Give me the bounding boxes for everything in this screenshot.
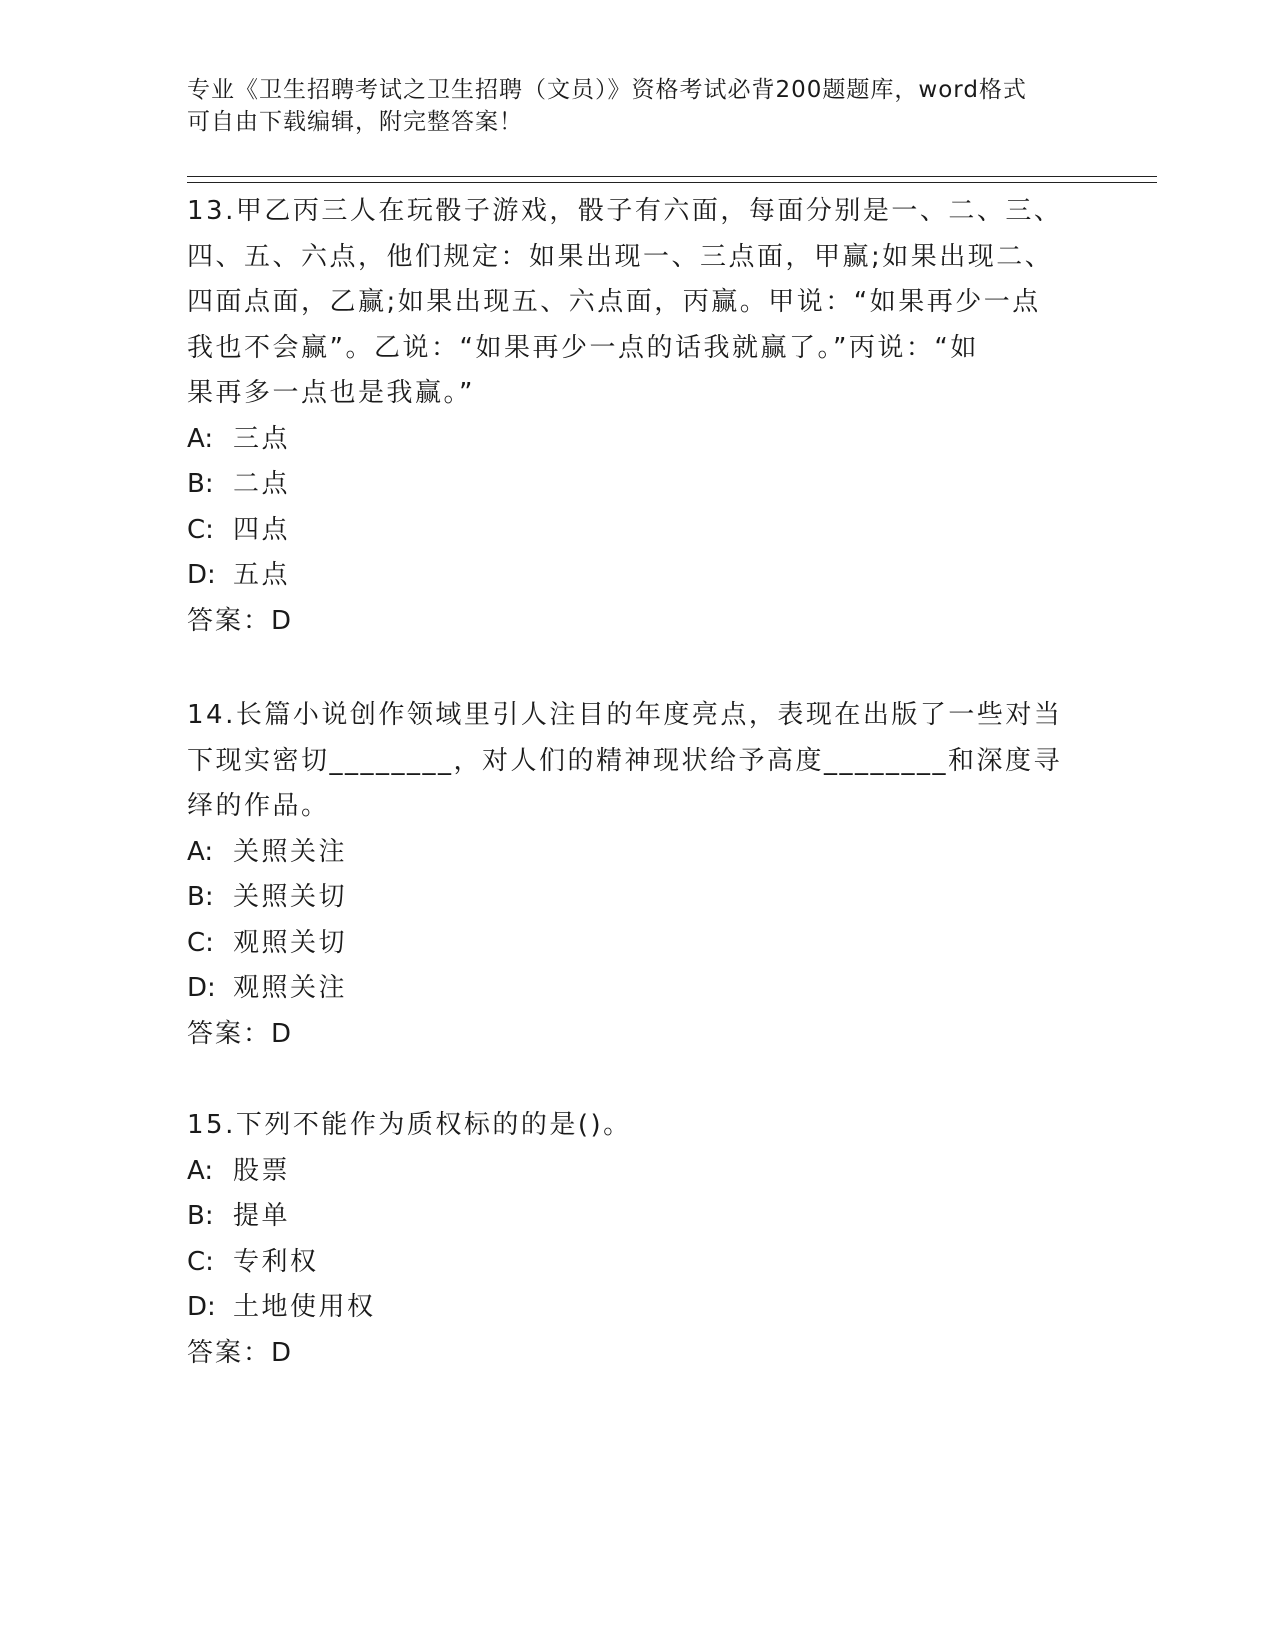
option-a (187, 830, 1087, 876)
option-text: 专利权 (233, 1246, 319, 1277)
option-b (187, 462, 1087, 508)
question-13 (187, 189, 1087, 644)
option-d (187, 553, 1087, 599)
answer: 答案：D (187, 605, 294, 636)
stem-line: 下现实密切________，对人们的精神现状给予高度________和深度寻 (187, 745, 1063, 776)
option-c (187, 1240, 1087, 1286)
option-label: B: (187, 882, 214, 912)
option-b (187, 875, 1087, 921)
header-divider-top (187, 176, 1157, 177)
document-header (187, 74, 1067, 138)
option-d (187, 1285, 1087, 1331)
stem-line: 四、五、六点，他们规定：如果出现一、三点面，甲赢;如果出现二、 (187, 241, 1054, 272)
option-label: C: (187, 514, 214, 545)
question-stem (187, 189, 1087, 417)
option-label: C: (187, 1246, 214, 1277)
option-label: A: (187, 1155, 214, 1186)
option-label: A: (187, 423, 214, 454)
option-d (187, 966, 1087, 1012)
question-stem (187, 693, 1087, 830)
option-text: 股票 (233, 1155, 291, 1186)
question-stem (187, 1103, 1087, 1149)
stem-line: 绎的作品。 (187, 791, 330, 821)
option-text: 三点 (233, 423, 291, 454)
option-text: 关照关注 (233, 836, 348, 867)
option-text: 提单 (233, 1201, 291, 1231)
option-label: B: (187, 469, 214, 499)
option-text: 四点 (233, 514, 291, 545)
option-text: 观照关切 (233, 927, 348, 958)
question-14 (187, 693, 1087, 1057)
header-line-1: 专业《卫生招聘考试之卫生招聘（文员）》资格考试必背200题题库，word格式 (187, 77, 1027, 103)
stem-line: 四面点面，乙赢;如果出现五、六点面，丙赢。甲说：“如果再少一点 (187, 287, 1041, 317)
header-divider-bottom (187, 182, 1157, 183)
option-text: 五点 (233, 560, 291, 590)
option-c (187, 921, 1087, 967)
option-label: D: (187, 560, 216, 590)
answer: 答案：D (187, 1337, 294, 1368)
header-line-2: 可自由下载编辑，附完整答案！ (187, 109, 523, 135)
option-label: C: (187, 927, 214, 958)
option-label: D: (187, 973, 216, 1003)
option-label: B: (187, 1201, 214, 1231)
option-label: A: (187, 836, 214, 867)
stem-line: 15.下列不能作为质权标的的是()。 (187, 1110, 632, 1140)
question-15 (187, 1103, 1087, 1376)
option-text: 观照关注 (233, 973, 348, 1003)
option-c (187, 508, 1087, 554)
stem-line: 我也不会赢”。乙说：“如果再少一点的话我就赢了。”丙说：“如 (187, 332, 979, 363)
stem-line: 14.长篇小说创作领域里引人注目的年度亮点，表现在出版了一些对当 (187, 700, 1063, 730)
option-a (187, 417, 1087, 463)
stem-line: 果再多一点也是我赢。” (187, 378, 475, 408)
stem-line: 13.甲乙丙三人在玩骰子游戏，骰子有六面，每面分别是一、二、三、 (187, 196, 1063, 226)
option-b (187, 1194, 1087, 1240)
option-a (187, 1149, 1087, 1195)
answer: 答案：D (187, 1018, 294, 1049)
option-text: 二点 (233, 469, 291, 499)
option-label: D: (187, 1292, 216, 1322)
option-text: 关照关切 (233, 882, 348, 912)
option-text: 土地使用权 (233, 1292, 376, 1322)
